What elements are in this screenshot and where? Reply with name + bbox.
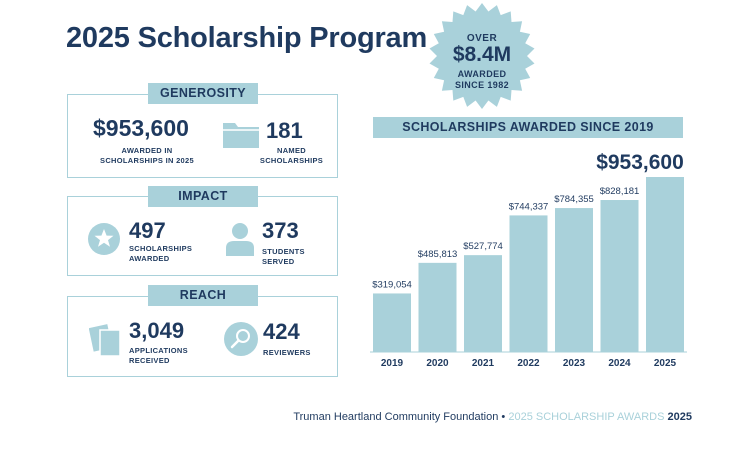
generosity-awarded-label-line1: AWARDED IN [121,146,173,155]
footer-bullet: • [501,411,506,423]
reach-reviewers-label: REVIEWERS [263,348,311,357]
impact-scholarships-value: 497 [129,218,166,243]
bar-value-label-2025: $953,600 [596,151,684,174]
bar-value-label-2021: $527,774 [463,241,503,253]
x-tick-label-2022: 2022 [517,358,540,369]
generosity-named-value: 181 [266,118,303,143]
reach-applications-label-line2: RECEIVED [129,356,170,365]
bar-2020 [419,263,457,352]
bar-value-label-2019: $319,054 [372,279,412,291]
reach-applications-label-line1: APPLICATIONS [129,346,188,355]
footer-org: Truman Heartland Community Foundation [293,411,499,423]
bar-2024 [601,200,639,352]
badge-since-label: SINCE 1982 [454,80,510,90]
person-icon [225,222,255,261]
documents-icon [89,323,123,362]
impact-students-label-line1: STUDENTS [262,247,305,256]
reach-applications-value: 3,049 [129,318,185,343]
page-title: 2025 Scholarship Program [66,22,428,54]
magnifier-icon [224,322,258,361]
chart-heading: SCHOLARSHIPS AWARDED SINCE 2019 [373,117,683,138]
total-awarded-badge [426,3,538,109]
impact-students-label [262,247,305,267]
generosity-named-label-line2: SCHOLARSHIPS [259,156,324,165]
x-tick-label-2019: 2019 [380,358,404,369]
bar-2025 [646,177,684,352]
bar-value-label-2023: $784,355 [554,194,594,206]
generosity-awarded-label [93,146,201,166]
footer [0,411,692,423]
scholarships-bar-chart [355,145,695,370]
generosity-named-label-line1: NAMED [277,146,306,155]
bar-2023 [555,208,593,352]
impact-scholarships-label-line1: SCHOLARSHIPS [129,244,193,253]
bar-2019 [373,293,411,352]
generosity-heading: GENEROSITY [148,83,258,104]
bar-2021 [464,255,502,352]
x-tick-label-2021: 2021 [471,358,495,369]
x-tick-label-2025: 2025 [653,358,677,369]
x-tick-label-2020: 2020 [426,358,449,369]
footer-program: 2025 SCHOLARSHIP AWARDS [508,411,665,423]
x-tick-label-2023: 2023 [562,358,586,369]
badge-amount: $8.4M [452,43,512,66]
impact-students-value: 373 [262,218,299,243]
reach-heading: REACH [148,285,258,306]
star-icon [88,223,120,260]
reach-applications-label [129,346,188,366]
impact-students-label-line2: SERVED [262,257,295,266]
bar-value-label-2024: $828,181 [599,186,640,198]
bar-value-label-2020: $485,813 [417,248,458,260]
footer-year: 2025 [667,411,692,423]
bar-2022 [510,215,548,352]
badge-awarded-label: AWARDED [457,69,507,79]
generosity-named-label [259,146,324,166]
bar-value-label-2022: $744,337 [508,201,549,213]
impact-heading: IMPACT [148,186,258,207]
folder-icon [222,119,260,154]
badge-over-label: OVER [466,33,498,44]
generosity-awarded-value: $953,600 [93,115,189,141]
x-tick-label-2024: 2024 [608,358,631,369]
impact-scholarships-label-line2: AWARDED [129,254,170,263]
impact-scholarships-label [129,244,192,264]
reach-reviewers-value: 424 [263,319,300,344]
generosity-awarded-label-line2: SCHOLARSHIPS IN 2025 [100,156,194,165]
